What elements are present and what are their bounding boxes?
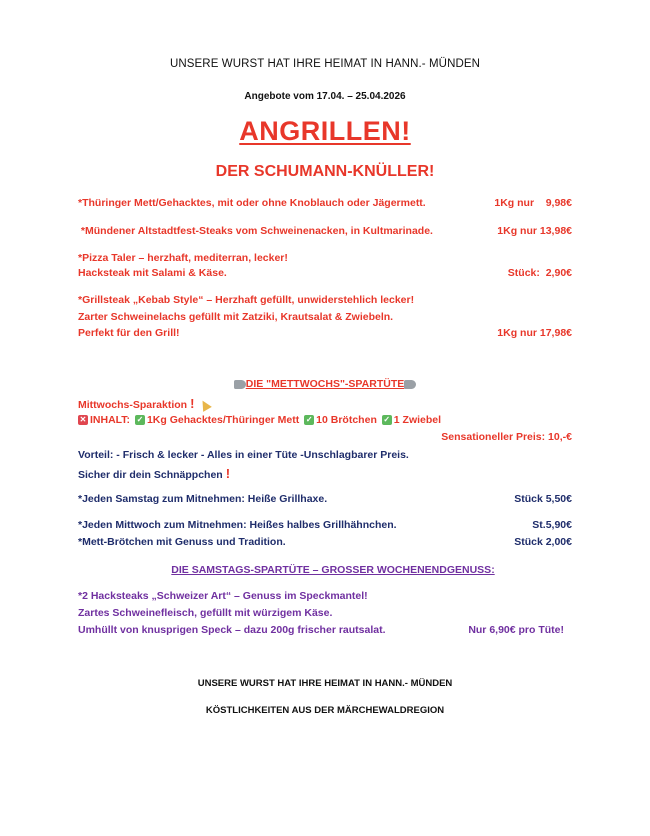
offer-price: 1Kg nur 13,98€: [497, 225, 572, 237]
page-title: ANGRILLEN!: [239, 116, 411, 146]
content-item: 1 Zwiebel: [393, 414, 442, 426]
samstag-title: DIE SAMSTAGS-SPARTÜTE – GROSSER WOCHENENDGENUSS:: [171, 564, 495, 576]
offer-dates: Angebote vom 17.04. – 25.04.2026: [244, 91, 406, 102]
offer-text: Hacksteak mit Salami & Käse.: [78, 267, 227, 279]
content-item: 1Kg Gehacktes/Thüringer Mett: [146, 414, 300, 426]
mettwochs-heading: [0, 378, 650, 390]
offer-text: *Thüringer Mett/Gehacktes, mit oder ohne Knoblauch oder Jägermett.: [78, 197, 426, 209]
action-label: Mittwochs-Sparaktion: [78, 399, 188, 411]
mettwochs-sicher: [78, 466, 230, 481]
exclamation-icon: !: [190, 396, 195, 411]
mettwochs-action: [78, 396, 210, 411]
samstag-line: Zartes Schweinefleisch, gefüllt mit würzigem Käse.: [78, 607, 333, 619]
offer-text: *Mett-Brötchen mit Genuss und Tradition.: [78, 536, 286, 548]
cross-mark-icon: ✕: [79, 415, 87, 425]
footer-region: KÖSTLICHKEITEN AUS DER MÄRCHEWALDREGION: [205, 705, 445, 716]
offer-price: 1Kg nur 9,98€: [494, 197, 572, 209]
offer-price: Stück 2,00€: [514, 536, 572, 548]
mettwochs-contents: [78, 414, 441, 426]
samstag-price: Nur 6,90€ pro Tüte!: [468, 624, 564, 636]
offer-text: *Jeden Mittwoch zum Mitnehmen: Heißes halbes Grillhähnchen.: [78, 519, 397, 531]
sicher-text: Sicher dir dein Schnäppchen: [78, 469, 223, 481]
offer-text: Perfekt für den Grill!: [78, 327, 180, 339]
mettwochs-price: Sensationeller Preis: 10,-€: [441, 431, 572, 443]
offer-text: *Jeden Samstag zum Mitnehmen: Heiße Grillhaxe.: [78, 493, 328, 505]
megaphone-icon: [234, 380, 246, 389]
page-subtitle: DER SCHUMANN-KNÜLLER!: [215, 163, 435, 180]
inhalt-label: INHALT:: [90, 414, 131, 426]
megaphone-icon: [404, 380, 416, 389]
offer-text: *Mündener Altstadtfest-Steaks vom Schweinenacken, in Kultmarinade.: [78, 225, 433, 237]
samstag-line: Umhüllt von knusprigen Speck – dazu 200g frischer rautsalat.: [78, 624, 386, 636]
party-popper-icon: [199, 398, 213, 412]
offer-price: St.5,90€: [532, 519, 572, 531]
offer-text: *Pizza Taler – herzhaft, mediterran, lecker!: [78, 252, 288, 264]
header-tagline: UNSERE WURST HAT IHRE HEIMAT IN HANN.- MÜNDEN: [169, 58, 481, 70]
offer-price: Stück 5,50€: [514, 493, 572, 505]
check-icon: ✓: [136, 415, 144, 425]
mettwochs-title: DIE "METTWOCHS"-SPARTÜTE: [245, 378, 405, 390]
offer-text: *Grillsteak „Kebab Style“ – Herzhaft gefüllt, unwiderstehlich lecker!: [78, 294, 415, 306]
samstag-line: *2 Hacksteaks „Schweizer Art“ – Genuss im Speckmantel!: [78, 590, 368, 602]
mettwochs-vorteil: Vorteil: - Frisch & lecker - Alles in einer Tüte -Unschlagbarer Preis.: [78, 449, 409, 461]
content-item: 10 Brötchen: [316, 414, 377, 426]
exclamation-icon: !: [225, 466, 231, 481]
check-icon: ✓: [383, 415, 391, 425]
offer-price: 1Kg nur 17,98€: [497, 327, 572, 339]
offer-text: Zarter Schweinelachs gefüllt mit Zatziki, Krautsalat & Zwiebeln.: [78, 311, 394, 323]
check-icon: ✓: [305, 415, 313, 425]
offer-price: Stück: 2,90€: [507, 267, 572, 279]
footer-tagline: UNSERE WURST HAT IHRE HEIMAT IN HANN.- MÜNDEN: [197, 678, 453, 689]
